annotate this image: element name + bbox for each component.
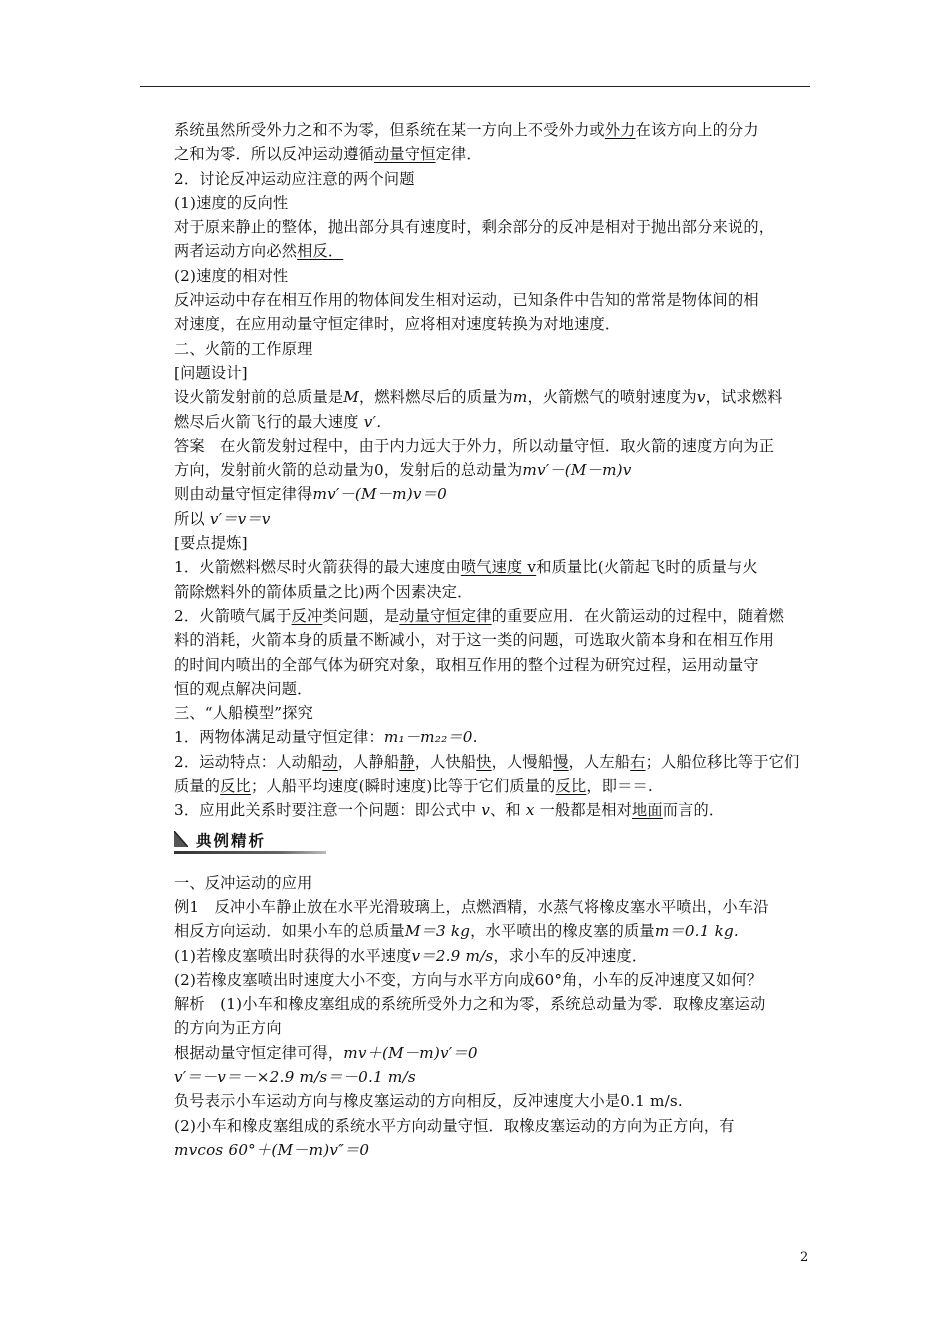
formula: v <box>696 388 706 407</box>
text-line <box>174 385 814 409</box>
text: ，火箭燃气的喷射速度为 <box>527 388 697 407</box>
underlined-answer: 外力 <box>604 121 636 139</box>
bracket-label: [问题设计] <box>174 363 248 382</box>
formula: m₁－m₂₂＝0. <box>383 728 478 747</box>
text: 两者运动方向必然 <box>174 242 298 261</box>
formula: mv′－(M－m)v <box>522 461 632 480</box>
text: 1．火箭燃料燃尽时火箭获得的最大速度由 <box>174 558 461 577</box>
text: 相反方向运动．如果小车的总质量 <box>174 922 405 941</box>
text-line: 负号表示小车运动方向与橡皮塞运动的方向相反，反冲速度大小是0.1 m/s. <box>174 1092 683 1111</box>
subheading: (2)速度的相对性 <box>174 266 289 285</box>
text: 质量的 <box>174 777 221 796</box>
text-line <box>174 555 814 579</box>
underlined-answer: 快 <box>476 752 492 771</box>
section-label: 典例精析 <box>196 831 267 850</box>
text: 系统虽然所受外力之和不为零，但系统在某一方向上不受外力或 <box>174 121 605 139</box>
underlined-answer: 动 <box>322 752 338 771</box>
formula-line: mvcos 60°＋(M－m)v″＝0 <box>174 1140 370 1159</box>
formula: v＝2.9 m/s <box>411 946 494 965</box>
text: 在该方向上的分力 <box>635 121 759 139</box>
text: 而言的． <box>662 801 725 820</box>
formula: mv＋(M－m)v′＝0 <box>343 1043 478 1062</box>
formula: M＝3 kg <box>404 922 471 941</box>
underlined-answer: 慢 <box>553 752 569 771</box>
section-header-examples <box>174 827 814 857</box>
text: 所以 <box>174 509 205 528</box>
text-line <box>174 482 814 506</box>
text: 方向，发射前火箭的总动量为0，发射后的总动量为 <box>174 461 523 480</box>
text-line <box>174 725 814 749</box>
formula-line: v′＝－v＝－×2.9 m/s＝－0.1 m/s <box>174 1067 416 1086</box>
text-line <box>174 458 814 482</box>
text: ；人船平均速度(瞬时速度)比等于它们质量的 <box>250 777 556 796</box>
text: 和质量比(火箭起飞时的质量与火 <box>536 558 758 577</box>
text-line: 例1 反冲小车静止放在水平光滑玻璃上，点燃酒精，水蒸气将橡皮塞水平喷出，小车沿 <box>174 897 769 916</box>
formula: m <box>512 388 528 407</box>
section-title: 二、火箭的工作原理 <box>174 339 313 358</box>
underlined-answer: 右 <box>630 752 646 771</box>
text-line: 的时间内喷出的全部气体为研究对象，取相互作用的整个过程为研究过程，运用动量守 <box>174 655 759 674</box>
formula: x <box>525 801 535 820</box>
text: 一般都是相对 <box>539 801 632 820</box>
text-line <box>174 239 814 263</box>
text-line <box>174 118 814 142</box>
text-line <box>174 604 814 628</box>
formula: v′＝v＝v <box>209 509 271 528</box>
text-line: (2)若橡皮塞喷出时速度大小不变，方向与水平方向成60°角，小车的反冲速度又如何？ <box>174 970 763 989</box>
text-line: 料的消耗，火箭本身的质量不断减小，对于这一类的问题，可选取火箭本身和在相互作用 <box>174 631 775 650</box>
section-underline <box>174 851 326 854</box>
text: (1)若橡皮塞喷出时获得的水平速度 <box>174 946 412 965</box>
text: ，求小车的反冲速度． <box>493 946 648 965</box>
text-line: (2)小车和橡皮塞组成的系统水平方向动量守恒．取橡皮塞运动的方向为正方向，有 <box>174 1116 735 1135</box>
text: 则由动量守恒定律得 <box>174 485 313 504</box>
text-line: 对速度，在应用动量守恒定律时，应将相对速度转换为对地速度． <box>174 315 621 334</box>
text: 类问题，是 <box>322 606 400 625</box>
text: ，燃料燃尽后的质量为 <box>359 388 513 407</box>
text-line <box>174 507 814 531</box>
text: 1．两物体满足动量守恒定律： <box>174 728 384 747</box>
underlined-answer: 反比 <box>555 777 587 796</box>
formula: v <box>481 801 491 820</box>
section-title: 三、“人船模型”探究 <box>174 704 314 723</box>
text-line <box>174 944 814 968</box>
underlined-answer: 反比 <box>220 777 251 796</box>
bracket-label: [要点提炼] <box>174 534 248 553</box>
text: ，人静船 <box>337 752 400 771</box>
underlined-answer: 喷气速度 v <box>460 558 537 577</box>
text: 2．火箭喷气属于 <box>174 606 292 625</box>
text-line: 恒的观点解决问题． <box>174 679 313 698</box>
underlined-answer: 动量守恒 <box>374 145 436 164</box>
text-line <box>174 410 814 434</box>
text: 根据动量守恒定律可得， <box>174 1043 344 1062</box>
text-line <box>174 798 814 822</box>
underlined-answer: 相反． <box>297 242 344 261</box>
text: ；人船位移比等于它们 <box>645 752 800 771</box>
underlined-answer: 动量守恒定律 <box>399 606 492 625</box>
page-number: 2 <box>800 1250 809 1265</box>
text-line: 箭除燃料外的箭体质量之比)两个因素决定． <box>174 582 473 601</box>
underlined-answer: 地面 <box>631 801 663 820</box>
section-marker-icon <box>174 831 188 847</box>
formula: mv′－(M－m)v＝0 <box>312 485 447 504</box>
text-line: 答案 在火箭发射过程中，由于内力远大于外力，所以动量守恒．取火箭的速度方向为正 <box>174 436 775 455</box>
text: 之和为零．所以反冲运动遵循 <box>174 145 375 164</box>
text-line <box>174 919 814 943</box>
text: 3．应用此关系时要注意一个问题：即公式中 <box>174 801 477 820</box>
text-line <box>174 1041 814 1065</box>
text: ，水平喷出的橡皮塞的质量 <box>470 922 655 941</box>
formula: M <box>343 388 360 407</box>
section-title: 一、反冲运动的应用 <box>174 873 313 892</box>
text: 定律． <box>435 145 482 164</box>
text-line: 解析 (1)小车和橡皮塞组成的系统所受外力之和为零，系统总动量为零．取橡皮塞运动 <box>174 995 766 1014</box>
text: ，即＝＝. <box>586 777 653 796</box>
subheading: (1)速度的反向性 <box>174 193 289 212</box>
text: 2．运动特点：人动船 <box>174 752 323 771</box>
formula: v′． <box>363 412 392 431</box>
text-line <box>174 774 814 798</box>
text: ，试求燃料 <box>705 388 783 407</box>
text: 设火箭发射前的总质量是 <box>174 388 344 407</box>
text: 的重要应用．在火箭运动的过程中，随着燃 <box>491 606 784 625</box>
text: ，人快船 <box>414 752 477 771</box>
text-line: 反冲运动中存在相互作用的物体间发生相对运动，已知条件中告知的常常是物体间的相 <box>174 291 759 310</box>
text-line: 对于原来静止的整体，抛出部分具有速度时，剩余部分的反冲是相对于抛出部分来说的， <box>174 218 775 237</box>
text-line <box>174 750 814 774</box>
text-line: 的方向为正方向 <box>174 1019 282 1038</box>
header-rule <box>140 86 810 87</box>
subheading: 2．讨论反冲运动应注意的两个问题 <box>174 169 415 188</box>
text: ，人左船 <box>568 752 631 771</box>
text: ，人慢船 <box>491 752 554 771</box>
underlined-answer: 反冲 <box>291 606 323 625</box>
formula: m＝0.1 kg. <box>654 922 739 941</box>
underlined-answer: 静 <box>399 752 415 771</box>
document-body <box>174 118 814 1162</box>
text-line <box>174 142 814 166</box>
text: 、和 <box>490 801 521 820</box>
text: 燃尽后火箭飞行的最大速度 <box>174 412 359 431</box>
